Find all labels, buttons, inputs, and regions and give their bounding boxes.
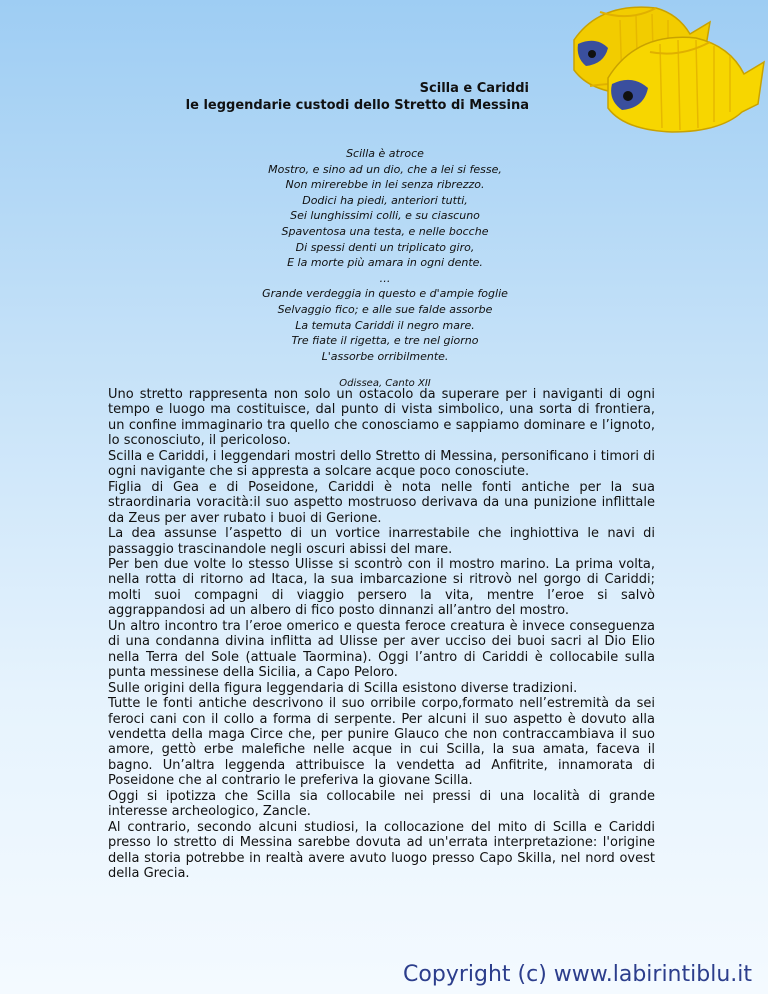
paragraph: La dea assunse l’aspetto di un vortice inarrestabile che inghiottiva le navi di passaggio trascinandole negli oscuri abissi del mare. xyxy=(108,526,655,557)
page-title xyxy=(0,80,529,114)
article-body xyxy=(108,387,655,882)
copyright-notice: Copyright (c) www.labirintiblu.it xyxy=(403,962,752,987)
poem-line: Spaventosa una testa, e nelle bocche xyxy=(281,224,489,238)
poem-line: Dodici ha piedi, anteriori tutti, xyxy=(302,193,468,207)
paragraph: Un altro incontro tra l’eroe omerico e questa feroce creatura è invece conseguenza di una condanna divina inflitta ad Ulisse per aver ucciso dei buoi sacri al Dio Elio nella Terra del Sole (attuale Taormina). Oggi l’antro di Cariddi è collocabile sulla punta messinese della Sicilia, a Capo Peloro. xyxy=(108,618,655,681)
paragraph: Al contrario, secondo alcuni studiosi, la collocazione del mito di Scilla e Cariddi presso lo stretto di Messina sarebbe dovuta ad un'errata interpretazione: l'origine della storia potrebbe in realtà avere avuto luogo presso Capo Skilla, nel nord ovest della Grecia. xyxy=(108,819,655,882)
butterflyfish-illustration xyxy=(560,0,768,135)
title-line-1: Scilla e Cariddi xyxy=(419,81,529,96)
paragraph: Per ben due volte lo stesso Ulisse si scontrò con il mostro marino. La prima volta, nella rotta di ritorno ad Itaca, la sua imbarcazione si ritrovò nel gorgo di Cariddi; molti suoi compagni di viaggio persero la vita, mentre l’eroe si salvò aggrappandosi ad un albero di fico posto dinnanzi all’antro del mostro. xyxy=(108,556,655,619)
front-fish-icon xyxy=(608,37,764,132)
poem-ellipsis: … xyxy=(379,271,391,285)
paragraph: Scilla e Cariddi, i leggendari mostri dello Stretto di Messina, personificano i timori di ogni navigante che si appresta a solcare acque poco conosciute. xyxy=(108,448,655,480)
poem-line: E la morte più amara in ogni dente. xyxy=(287,256,483,270)
poem-line: Sei lunghissimi colli, e su ciascuno xyxy=(290,209,480,223)
poem-line: Non mirerebbe in lei senza ribrezzo. xyxy=(285,178,485,192)
poem-line: Grande verdeggia in questo e d'ampie foglie xyxy=(262,287,508,301)
poem-line: Selvaggio fico; e alle sue falde assorbe xyxy=(277,302,493,316)
paragraph: Tutte le fonti antiche descrivono il suo orribile corpo,formato nell’estremità da sei feroci cani con il collo a forma di serpente. Per alcuni il suo aspetto è dovuto alla vendetta della maga Circe che, per punire Glauco che non contraccambiava il suo amore, gettò erbe malefiche nelle acque in cui Scilla, la sua amata, faceva il bagno. Un’altra leggenda attribuisce la vendetta ad Anfitrite, innamorata di Poseidone che al contrario le preferiva la giovane Scilla. xyxy=(108,696,655,789)
poem-source: Odissea, Canto XII xyxy=(339,378,431,390)
paragraph: Uno stretto rappresenta non solo un ostacolo da superare per i naviganti di ogni tempo e luogo ma costituisce, dal punto di vista simbolico, una sorta di frontiera, un confine immaginario tra quello che conosciamo e sappiamo dominare e l’ignoto, lo sconosciuto, il pericoloso. xyxy=(108,387,655,449)
poem-line: Mostro, e sino ad un dio, che a lei si fesse, xyxy=(268,162,502,176)
paragraph: Sulle origini della figura leggendaria di Scilla esistono diverse tradizioni. xyxy=(108,680,578,696)
paragraph: Oggi si ipotizza che Scilla sia collocabile nei pressi di una località di grande interesse archeologico, Zancle. xyxy=(108,788,655,820)
poem-line: La temuta Cariddi il negro mare. xyxy=(295,318,475,332)
title-line-2: le leggendarie custodi dello Stretto di Messina xyxy=(185,98,529,113)
poem-line: Scilla è atroce xyxy=(346,147,424,160)
poem-line: L'assorbe orribilmente. xyxy=(321,349,449,363)
poem-line: Di spessi denti un triplicato giro, xyxy=(295,240,475,254)
paragraph: Figlia di Gea e di Poseidone, Cariddi è nota nelle fonti antiche per la sua straordinaria voracità:il suo aspetto mostruoso derivava da una punizione inflittale da Zeus per aver rubato i buoi di Gerione. xyxy=(108,479,655,526)
poem-quote xyxy=(200,146,570,392)
poem-line: Tre fiate il rigetta, e tre nel giorno xyxy=(291,334,479,348)
